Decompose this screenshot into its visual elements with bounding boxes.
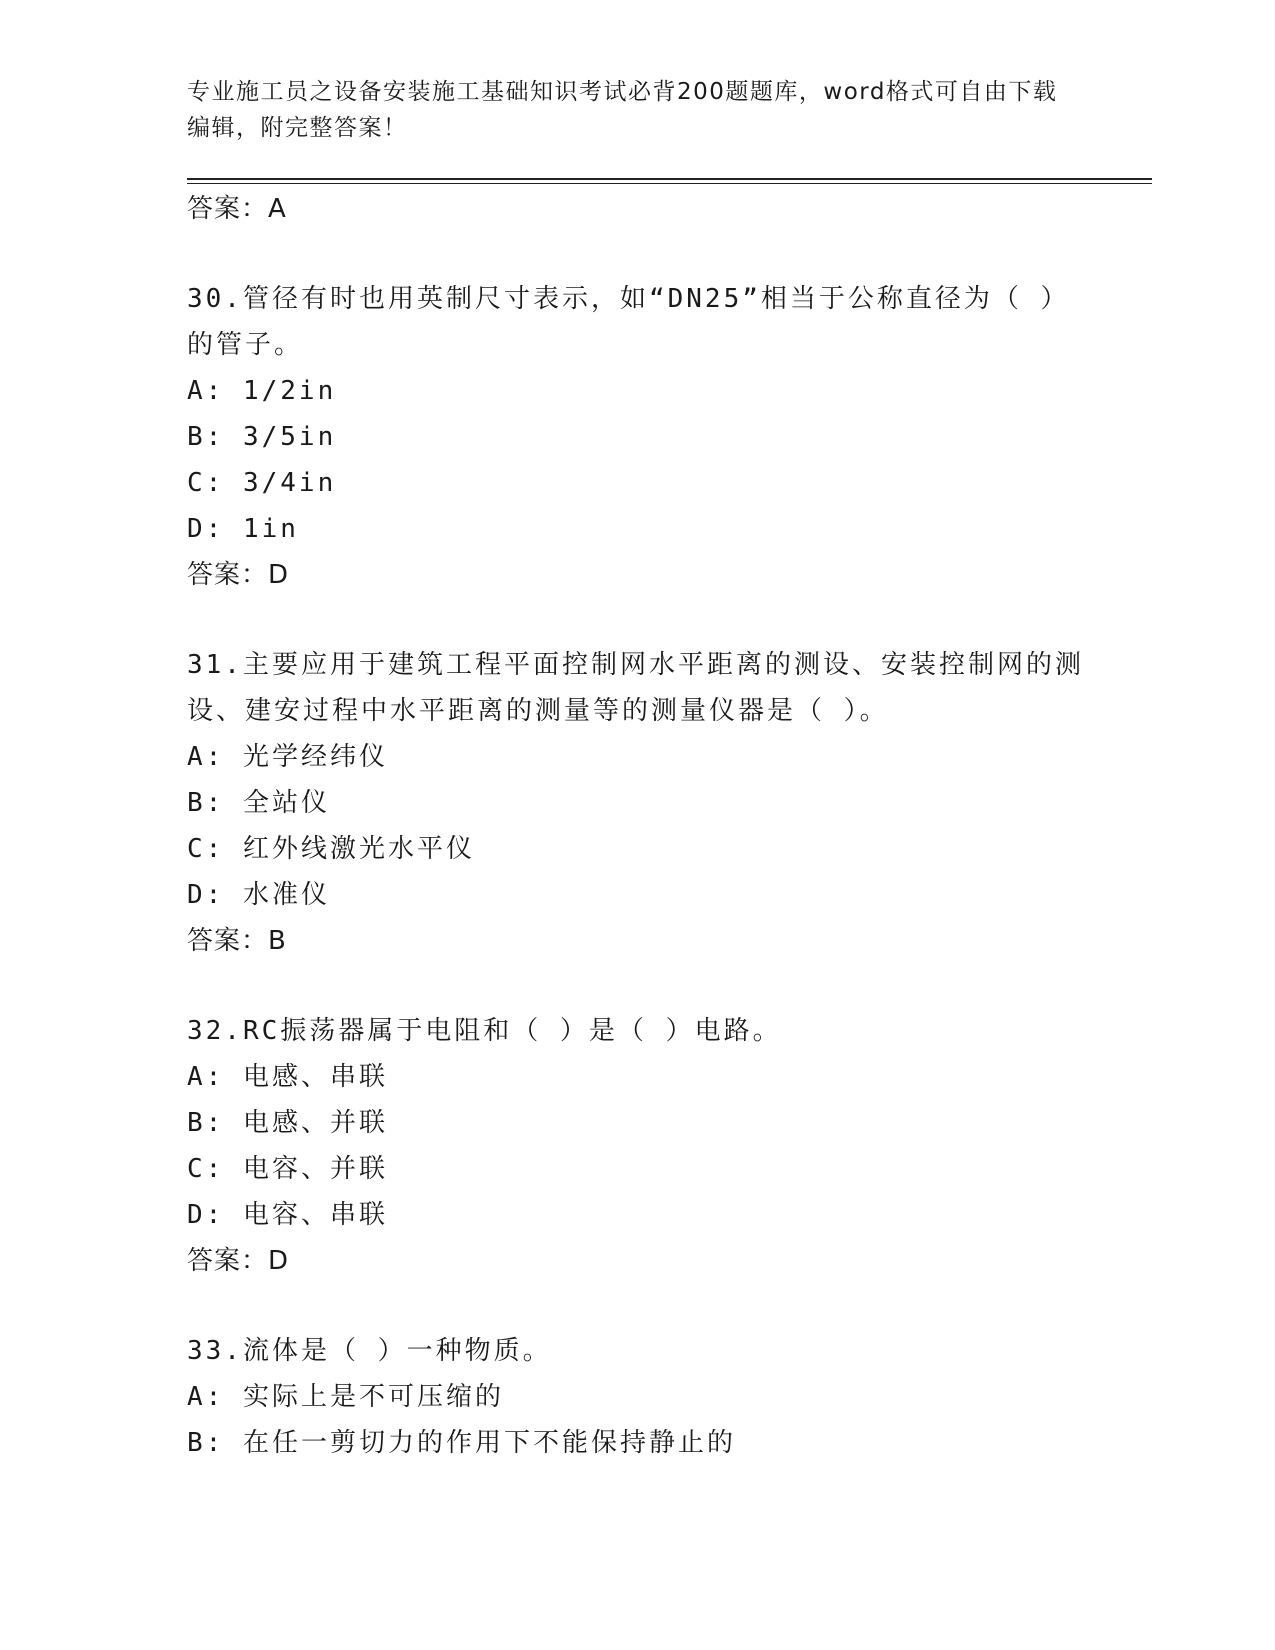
answer: 答案：B xyxy=(187,926,287,956)
question-list xyxy=(187,186,1107,1466)
question-32 xyxy=(187,1008,1107,1284)
answer: 答案：D xyxy=(187,560,290,590)
option-c: C: 3/4in xyxy=(187,468,337,498)
header-line-1: 专业施工员之设备安装施工基础知识考试必背200题题库，word格式可自由下载 xyxy=(187,79,1058,105)
option-c: C: 红外线激光水平仪 xyxy=(187,834,475,864)
question-stem-line-1: 30.管径有时也用英制尺寸表示，如“DN25”相当于公称直径为（ ） xyxy=(187,284,1070,314)
previous-answer: 答案：A xyxy=(187,194,287,224)
option-b: B: 在任一剪切力的作用下不能保持静止的 xyxy=(187,1428,736,1458)
question-stem-line-1: 32.RC振荡器属于电阻和（ ）是（ ）电路。 xyxy=(187,1016,782,1046)
question-stem-line-1: 31.主要应用于建筑工程平面控制网水平距离的测设、安装控制网的测 xyxy=(187,650,1084,680)
question-stem-line-2: 的管子。 xyxy=(187,330,304,360)
option-d: D: 1in xyxy=(187,514,299,544)
option-a: A: 1/2in xyxy=(187,376,337,406)
question-33 xyxy=(187,1328,1107,1466)
question-stem xyxy=(187,1328,1087,1374)
question-31 xyxy=(187,642,1107,964)
header-line-2: 编辑，附完整答案！ xyxy=(187,115,408,141)
option-b: B: 3/5in xyxy=(187,422,337,452)
option-b: B: 电感、并联 xyxy=(187,1108,388,1138)
option-a: A: 电感、串联 xyxy=(187,1062,388,1092)
option-a: A: 实际上是不可压缩的 xyxy=(187,1382,504,1412)
option-b: B: 全站仪 xyxy=(187,788,330,818)
answer: 答案：D xyxy=(187,1246,290,1276)
header-divider-thick xyxy=(187,178,1152,180)
question-stem xyxy=(187,642,1087,734)
option-d: D: 电容、串联 xyxy=(187,1200,388,1230)
option-c: C: 电容、并联 xyxy=(187,1154,388,1184)
question-stem-line-1: 33.流体是（ ）一种物质。 xyxy=(187,1336,552,1366)
question-stem xyxy=(187,276,1087,368)
option-d: D: 水准仪 xyxy=(187,880,330,910)
question-30 xyxy=(187,276,1107,598)
question-stem xyxy=(187,1008,1087,1054)
option-a: A: 光学经纬仪 xyxy=(187,742,388,772)
page-header xyxy=(187,74,1087,146)
question-stem-line-2: 设、建安过程中水平距离的测量等的测量仪器是（ ）。 xyxy=(187,696,889,726)
header-divider-thin xyxy=(187,183,1152,184)
